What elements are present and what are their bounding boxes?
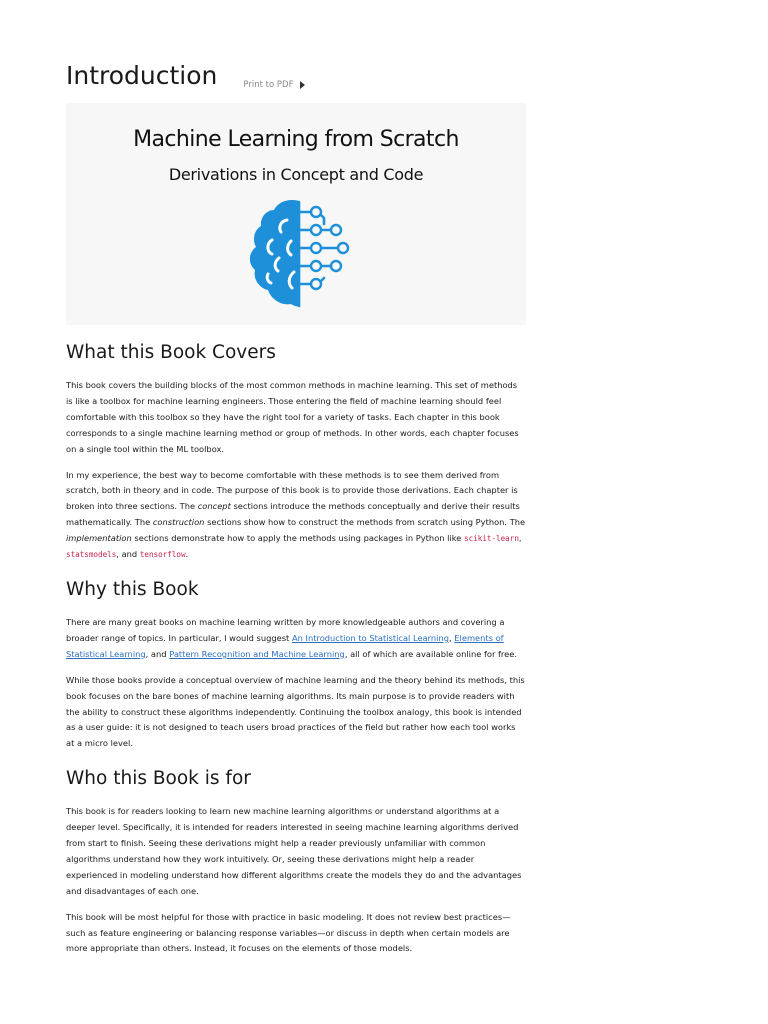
paragraph <box>66 468 526 563</box>
emphasis-text: concept <box>197 501 231 512</box>
section-who-this-book-is-for <box>66 766 526 957</box>
inline-code: tensorflow <box>139 550 186 560</box>
text-span: , <box>518 533 522 544</box>
paragraph: While those books provide a conceptual overview of machine learning and the theory behind its methods, this book focuses on the bare bones of machine learning algorithms. Its main purpose is to provide readers with the ability to construct these algorithms independently. Continuing the toolbox analogy, this book is intended as a user guide: it is not designed to teach users broad practices of the field but rather how each tool works at a micro level. <box>66 674 525 749</box>
section-heading: Why this Book <box>66 578 199 600</box>
section-heading: What this Book Covers <box>66 342 276 363</box>
main-content <box>66 340 526 971</box>
play-arrow-icon <box>300 81 305 89</box>
inline-code: statsmodels <box>66 550 117 560</box>
text-span: , <box>449 632 455 643</box>
header <box>66 58 305 94</box>
hero-title: Machine Learning from Scratch <box>133 127 459 152</box>
paragraph <box>66 615 526 663</box>
text-span: , all of which are available online for free. <box>344 648 517 659</box>
link-intro-statistical-learning[interactable]: An Introduction to Statistical Learning <box>291 632 450 643</box>
text-span: There are many great books on machine learning written by more knowledgeable authors and covering a broader range of topics. In particular, I would suggest <box>66 616 505 643</box>
brain-circuit-icon <box>244 198 354 310</box>
text-span: sections introduce the methods conceptually and derive their results mathematically. The <box>66 501 520 528</box>
inline-code: scikit-learn <box>464 534 519 544</box>
text-span: , and <box>116 549 140 560</box>
paragraph: This book covers the building blocks of the most common methods in machine learning. This set of methods is like a toolbox for machine learning engineers. Those entering the field of machine learning should feel comfortable with this toolbox so they have the right tool for a variety of tasks. Each chapter in this book corresponds to a single machine learning method or group of methods. In other words, each chapter focuses on a single tool within the ML toolbox. <box>66 380 519 454</box>
section-why-this-book <box>66 577 526 752</box>
print-to-pdf-link[interactable] <box>243 80 305 90</box>
hero-subtitle: Derivations in Concept and Code <box>168 165 424 184</box>
emphasis-text: implementation <box>66 533 132 544</box>
link-pattern-recognition-ml[interactable]: Pattern Recognition and Machine Learning <box>169 648 345 659</box>
paragraph: This book will be most helpful for those with practice in basic modeling. It does not review best practices—such as feature engineering or balancing response variables—or discuss in depth when certain models are more appropriate than others. Instead, it focuses on the elements of those models. <box>66 911 511 954</box>
paragraph: This book is for readers looking to learn new machine learning algorithms or understand algorithms at a deeper level. Specifically, it is intended for readers interested in seeing machine learning algorithms derived from start to finish. Seeing these derivations might help a reader previously unfamiliar with common algorithms understand how they work intuitively. Or, seeing these derivations might help a reader experienced in modeling understand how different algorithms create the models they do and the advantages and disadvantages of each one. <box>66 806 522 896</box>
page-title: Introduction <box>66 61 218 90</box>
text-span: In my experience, the best way to become comfortable with these methods is to see them derived from scratch, both in theory and in code. The purpose of this book is to provide those derivations. Each chapter is broken into three sections. The <box>66 469 518 512</box>
text-span: . <box>185 549 189 560</box>
print-to-pdf-label: Print to PDF <box>243 80 294 90</box>
text-span: sections demonstrate how to apply the methods using packages in Python like <box>131 533 465 544</box>
section-heading: Who this Book is for <box>66 768 251 790</box>
emphasis-text: construction <box>152 517 205 528</box>
text-span: sections show how to construct the methods from scratch using Python. The <box>204 517 526 528</box>
section-what-this-book-covers <box>66 340 526 563</box>
hero-banner <box>66 103 526 325</box>
text-span: , and <box>145 648 170 659</box>
link-elements-statistical-learning[interactable]: Elements of Statistical Learning <box>66 632 504 659</box>
